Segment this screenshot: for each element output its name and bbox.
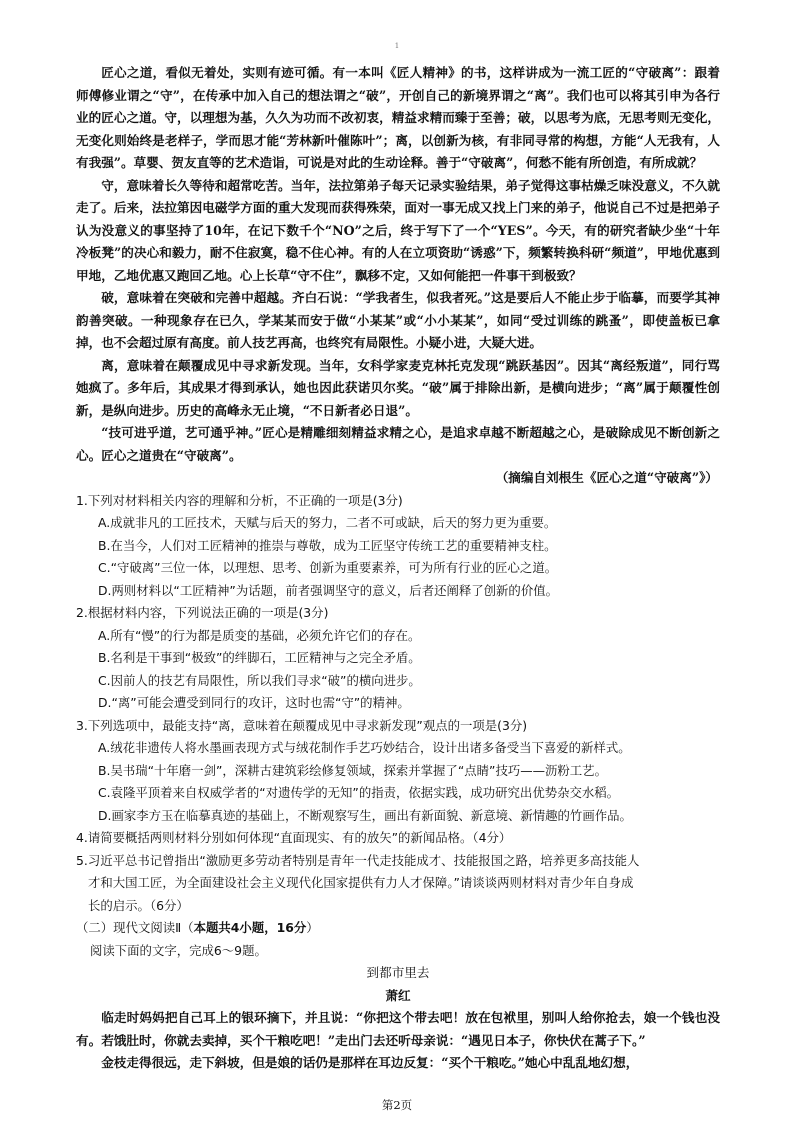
section-instruction: 阅读下面的文字，完成6～9题。: [90, 942, 267, 958]
question-5-line: 才和大国工匠，为全面建设社会主义现代化国家提供有力人才保障。”请谈谈两则材料对青少年自身成: [88, 875, 634, 890]
question-option: D.“离”可能会遭受到同行的攻讦，这时也需“守”的精神。: [98, 695, 410, 710]
question-stem: 1.下列对材料相关内容的理解和分析，不正确的一项是(3分): [76, 492, 403, 508]
question-option: C.袁隆平顶着来自权威学者的“对遗传学的无知”的指责，依据实践，成功研究出优势杂交水稻。: [98, 785, 620, 800]
question-5-line: 长的启示。（6分）: [88, 897, 189, 913]
section-label: （二）现代文阅读Ⅱ（: [76, 920, 194, 935]
page-content: [76, 62, 720, 1075]
story-title: 到都市里去: [366, 965, 430, 980]
question-option: D.画家李方玉在临摹真迹的基础上，不断观察写生，画出有新面貌、新意境、新情趣的竹画作品。: [98, 807, 632, 823]
question-4: 4.请简要概括两则材料分别如何体现“直面现实、有的放矢”的新闻品格。（4分）: [76, 830, 512, 845]
question-option: B.吴书瑞“十年磨一剑”，深耕古建筑彩绘修复领域，探索并掌握了“点睛”技巧——沥粉工艺。: [98, 762, 607, 778]
passage-paragraph: 离，意味着在颠覆成见中寻求新发现。当年，女科学家麦克林托克发现“跳跃基因”。因其“离经叛道”，同行骂她疯了。多年后，其成果才得到承认，她也因此获诺贝尔奖。“破”属于排除出新，是横向进步；“离”属于颠覆性创新，是纵向进步。历史的高峰永无止境，“不日新者必日退”。: [76, 357, 720, 418]
section-points: 本题共4小题，16分: [193, 920, 307, 935]
story-author: 萧红: [385, 987, 411, 1003]
question-option: A.所有“慢”的行为都是质变的基础，必须允许它们的存在。: [98, 627, 421, 643]
passage-source: （摘编自刘根生《匠心之道“守破离”》）: [495, 470, 718, 485]
question-option: C.因前人的技艺有局限性，所以我们寻求“破”的横向进步。: [98, 672, 421, 688]
passage-paragraph: 破，意味着在突破和完善中超越。齐白石说：“学我者生，似我者死。”这是要后人不能止步于临摹，而要学其神韵善突破。一种现象存在已久，学某某而安于做“小某某”或“小小某某”，如同“受过训练的跳蚤”，即使盖板已拿掉，也不会超过原有高度。前人技艺再高，也终究有局限性。小疑小进，大疑大进。: [76, 290, 720, 350]
question-5-line: 5.习近平总书记曾指出“激励更多劳动者特别是青年一代走技能成才、技能报国之路，培养更多高技能人: [76, 852, 640, 868]
page-number: 第2页: [381, 1098, 413, 1112]
passage-paragraph: “技可进乎道，艺可通乎神。”匠心是精雕细刻精益求精之心，是追求卓越不断超越之心，是破除成见不断创新之心。匠心之道贵在“守破离”。: [76, 425, 720, 463]
section-label-end: ）: [306, 920, 319, 935]
story-paragraph: 金枝走得很远，走下斜坡，但是娘的话仍是那样在耳边反复：“买个干粮吃。”她心中乱乱地幻想，: [101, 1055, 639, 1070]
story-paragraph: 临走时妈妈把自己耳上的银环摘下，并且说：“你把这个带去吧！放在包袱里，别叫人给你抢去，娘一个钱也没有。若饿肚时，你就去卖掉，买个干粮吃吧！”走出门去还听母亲说：“遇见日本子，你快伏在蒿子下。”: [76, 1010, 720, 1048]
question-option: B.名利是干事到“极致”的绊脚石，工匠精神与之完全矛盾。: [98, 650, 421, 665]
passage-paragraph: 守，意味着长久等待和超常吃苦。当年，法拉第弟子每天记录实验结果，弟子觉得这事枯燥乏味没意义，不久就走了。后来，法拉第因电磁学方面的重大发现而获得殊荣，面对一事无成又找上门来的弟子，他说自己不过是把弟子认为没意义的事坚持了10年，在记下数千个“NO”之后，终于写下了一个“YES”。今天，有的研究者缺少坐“十年冷板凳”的决心和毅力，耐不住寂寞，稳不住心神。有的人在立项资助“诱惑”下，频繁转换科研“频道”，甲地优惠到甲地，乙地优惠又跑回乙地。心上长草“守不住”，飘移不定，又如何能把一件事干到极致？: [76, 177, 720, 283]
question-option: A.绒花非遗传人将水墨画表现方式与绒花制作手艺巧妙结合，设计出诸多备受当下喜爱的新样式。: [98, 740, 631, 755]
question-stem: 3.下列选项中，最能支持“离，意味着在颠覆成见中寻求新发现”观点的一项是(3分): [76, 717, 528, 733]
question-option: B.在当今，人们对工匠精神的推崇与尊敬，成为工匠坚守传统工艺的重要精神支柱。: [98, 537, 557, 553]
question-option: C.“守破离”三位一体，以理想、思考、创新为重要素养，可为所有行业的匠心之道。: [98, 560, 558, 575]
question-stem: 2.根据材料内容，下列说法正确的一项是(3分): [76, 605, 329, 620]
question-option: D.两则材料以“工匠精神”为话题，前者强调坚守的意义，后者还阐释了创新的价值。: [98, 582, 558, 598]
page-top-mark: 1: [394, 42, 400, 50]
question-option: A.成就非凡的工匠技术，天赋与后天的努力，二者不可或缺，后天的努力更为重要。: [98, 515, 557, 530]
section-heading: [76, 917, 720, 940]
passage-paragraph: 匠心之道，看似无着处，实则有迹可循。有一本叫《匠人精神》的书，这样讲成为一流工匠的“守破离”：跟着师傅修业谓之“守”，在传承中加入自己的想法谓之“破”，开创自己的新境界谓之“离”。我们也可以将其引申为各行业的匠心之道。守，以理想为基，久久为功而不改初衷，精益求精而臻于至善；破，以思考为底，无思考则无变化，无变化则始终是老样子，学而思才能“芳林新叶催陈叶”；离，以创新为核，有非同寻常的构想，方能“人无我有，人有我强”。草婴、贺友直等的艺术造诣，可说是对此的生动诠释。善于“守破离”，何愁不能有所创造，有所成就？: [76, 65, 720, 170]
